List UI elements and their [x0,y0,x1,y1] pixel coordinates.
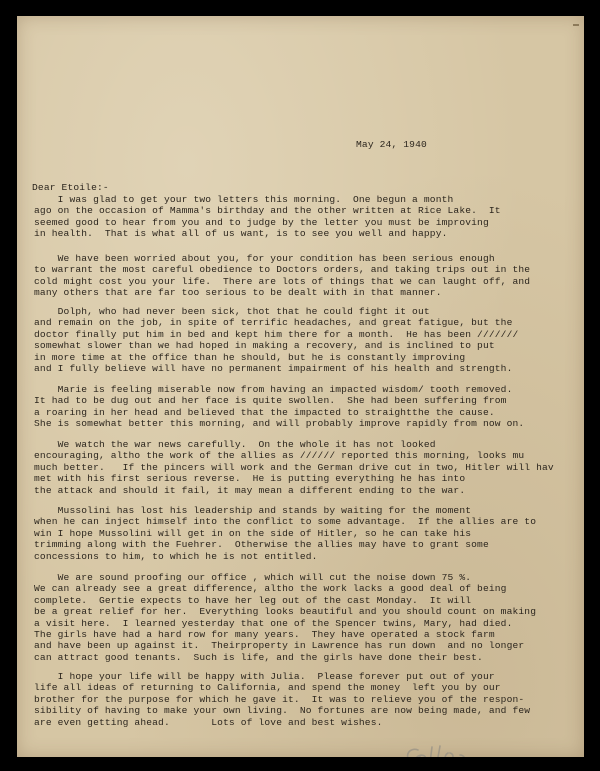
text-line: We are sound proofing our office , which will cut the noise down 75 %. [34,572,472,583]
text-line: brother for the purpose for which he gave it. It was to relieve you of the respon- [34,693,525,705]
text-line: doctor finally put him in bed and kept him there for a month. He has been /////// [34,328,519,340]
text-line: I hope your life will be happy with Julia. Please forever put out of your [34,671,495,682]
text-line: a visit here. I learned yesterday that one of the Spencer twins, Mary, had died. [34,617,513,629]
text-line: We have been worried about you, for your condition has been serious enough [34,253,495,264]
paragraph-1 [34,194,501,240]
text-line: many others that are far too serious to be dealt with in that manner. [34,287,442,299]
text-line: We can already see a great difference, altho the work lacks a good deal of being [34,583,507,595]
text-line: and I fully believe will have no permanent impairment of his health and strength. [34,363,513,375]
text-line: cold might cost you your life. There are lots of things that we can laught off, and [34,275,531,287]
paragraph-4 [34,384,524,430]
text-line: life all ideas of returning to California, and spend the money left you by our [34,682,501,694]
text-line: We watch the war news carefully. On the whole it has not looked [34,439,436,450]
text-line: trimming along with the Fuehrer. Otherwise the allies may have to grant some [34,539,489,551]
text-line: It had to be dug out and her face is quite swollen. She had been suffering from [34,395,507,407]
text-line: sibility of having to make your own living. No fortunes are now being made, and few [34,705,531,717]
text-line: Dolph, who had never been sick, thot that he could fight it out [34,306,430,317]
paragraph-2 [34,253,530,299]
paragraph-6 [34,505,536,562]
salutation: Dear Etoile:- [32,182,109,193]
text-line: in health. That is what all of us want, is to see you well and happy. [34,228,448,240]
text-line: Mussolini has lost his leadership and stands by waiting for the moment [34,505,472,516]
text-line: a roaring in her head and believed that the impacted to straightthe the cause. [34,406,495,418]
pencil-signature [400,743,500,757]
text-line: and remain on the job, in spite of terrific headaches, and great fatigue, but the [34,317,513,329]
paragraph-8 [34,671,530,728]
text-line: and have been up against it. Theirproperty in Lawrence has run down and no longer [34,640,525,652]
text-line: much better. If the pincers will work and the German drive cut in two, Hitler will hav [34,461,554,473]
text-line: complete. Gertie expects to have her leg out of the cast Monday. It will [34,594,472,606]
letter-date: May 24, 1940 [356,139,427,150]
text-line: be a great relief for her. Everything looks beautiful and you should count on making [34,606,537,618]
text-line: I was glad to get your two letters this morning. One begun a month [34,194,454,205]
paragraph-3 [34,306,518,374]
text-line: when he can inject himself into the conflict to some advantage. If the allies are to [34,516,537,528]
text-line: She is somewhat better this morning, and will probably improve rapidly from now on. [34,418,525,430]
text-line: in more time at the office than he should, but he is constantly improving [34,351,466,363]
text-line: the attack and should it fail, it may mean a different ending to the war. [34,484,466,496]
text-line: Marie is feeling miserable now from having an impacted wisdom/ tooth removed. [34,384,513,395]
text-line: concessions to him, to which he is not entitled. [34,550,318,562]
text-line: are even getting ahead. Lots of love and best wishes. [34,716,383,728]
typewritten-letter [17,16,584,757]
paragraph-5 [34,439,554,496]
text-line: to warrant the most careful obedience to Doctors orders, and taking trips out in the [34,264,531,276]
paragraph-7 [34,572,536,663]
text-line: win I hope Mussolini will get in on the side of Hitler, so he can take his [34,527,472,539]
text-line: somewhat slower than we had hoped in making a recovery, and is inclined to put [34,340,495,352]
text-line: met with his first serious reverse. He is putting everything he has into [34,473,466,485]
text-line: ago on the occasion of Mamma's birthday and the other written at Rice Lake. It [34,205,501,217]
letter-page [17,16,584,757]
text-line: encouraging, altho the work of the allies as ////// reported this morning, looks mu [34,450,525,462]
text-line: The girls have had a hard row for many years. They have operated a stock farm [34,629,495,641]
text-line: can attract good tenants. Such is life, and the girls have done their best. [34,651,483,663]
text-line: seemed good to hear from you and to judge by the letter you must be improving [34,216,489,228]
